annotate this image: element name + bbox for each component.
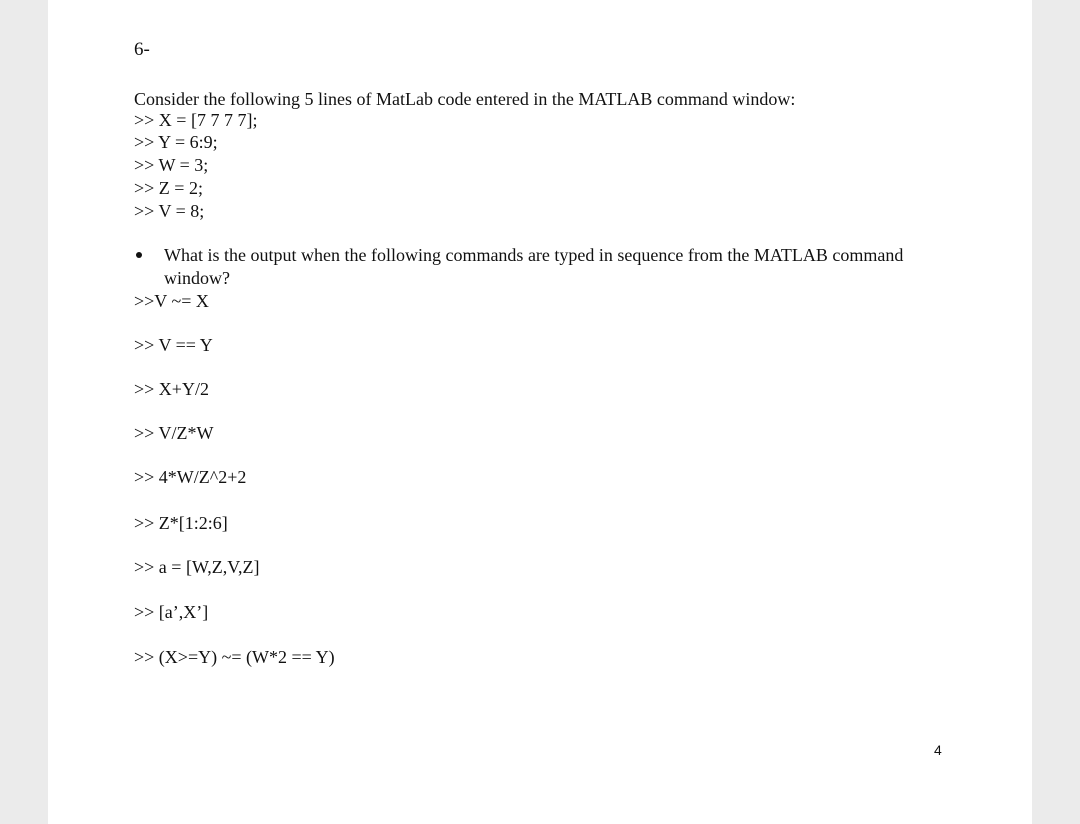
command-line: >> (X>=Y) ~= (W*2 == Y) <box>134 647 335 667</box>
setup-line-y: >> Y = 6:9; <box>134 132 218 152</box>
command-line: >> V/Z*W <box>134 423 214 443</box>
setup-line-x: >> X = [7 7 7 7]; <box>134 110 258 130</box>
command-line: >> X+Y/2 <box>134 379 209 399</box>
document-page <box>48 0 1032 824</box>
command-line: >>V ~= X <box>134 291 209 311</box>
setup-line-v: >> V = 8; <box>134 201 205 221</box>
command-line: >> Z*[1:2:6] <box>134 513 228 533</box>
setup-line-w: >> W = 3; <box>134 155 209 175</box>
question-text-line2: window? <box>164 268 230 288</box>
question-text-line1: What is the output when the following commands are typed in sequence from the MATLAB command <box>164 245 904 265</box>
command-line: >> a = [W,Z,V,Z] <box>134 557 260 577</box>
intro-text: Consider the following 5 lines of MatLab code entered in the MATLAB command window: <box>134 89 796 109</box>
command-line: >> V == Y <box>134 335 213 355</box>
question-number: 6- <box>134 39 150 60</box>
setup-line-z: >> Z = 2; <box>134 178 203 198</box>
page-number: 4 <box>934 742 942 758</box>
command-line: >> [a’,X’] <box>134 602 209 622</box>
bullet-icon <box>136 252 142 258</box>
command-line: >> 4*W/Z^2+2 <box>134 467 247 487</box>
